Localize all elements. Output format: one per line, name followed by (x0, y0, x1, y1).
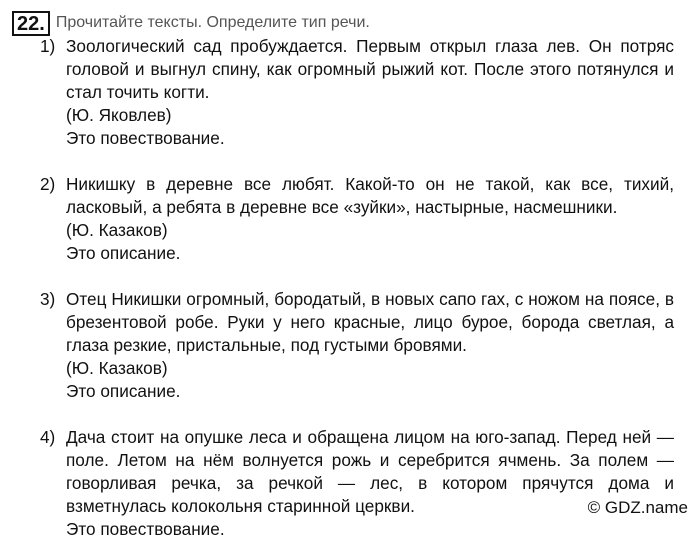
item-number: 1) (40, 36, 56, 56)
item-number: 2) (40, 174, 56, 194)
item-author: (Ю. Казаков) (66, 358, 168, 378)
answer-item-1 (40, 35, 674, 150)
watermark: © GDZ.name (587, 498, 688, 517)
task-instruction: Прочитайте тексты. Определите тип речи. (55, 14, 370, 31)
answer-item-2 (40, 173, 674, 265)
item-text: Зоологический сад пробуждается. Первым открыл глаза лев. Он потряс головой и выгнул спину, как огромный рыжий кот. После этого потянулся и стал точить когти. (66, 36, 674, 102)
item-number: 4) (40, 427, 56, 447)
item-text: Отец Никишки огромный, бородатый, в новых сапо гах, с ножом на поясе, в брезентовой робе. Руки у него красные, лицо бурое, борода светлая, а глаза резкие, пристальные, под густыми бровями. (66, 289, 674, 355)
item-answer: Это описание. (66, 243, 181, 263)
task-number: 22. (12, 11, 50, 36)
item-author: (Ю. Казаков) (66, 220, 168, 240)
item-author: (Ю. Яковлев) (66, 105, 172, 125)
answer-item-4 (40, 426, 674, 541)
task-header (12, 11, 370, 35)
answer-list (40, 35, 674, 541)
item-text: Дача стоит на опушке леса и обращена лицом на юго-запад. Перед ней — поле. Летом на нём волнуется рожь и серебрится ячмень. За полем — говорливая речка, за речкой — лес, в котором прячутся дома и взметнулась колокольня старинной церкви. (66, 427, 674, 516)
item-number: 3) (40, 289, 56, 309)
item-answer: Это описание. (66, 381, 181, 401)
item-answer: Это повествование. (66, 128, 225, 148)
item-text: Никишку в деревне все любят. Какой-то он не такой, как все, тихий, ласковый, а ребята в деревне все «зуйки», настырные, насмешники. (66, 174, 674, 217)
answer-item-3 (40, 288, 674, 403)
item-answer: Это повествование. (66, 519, 225, 539)
